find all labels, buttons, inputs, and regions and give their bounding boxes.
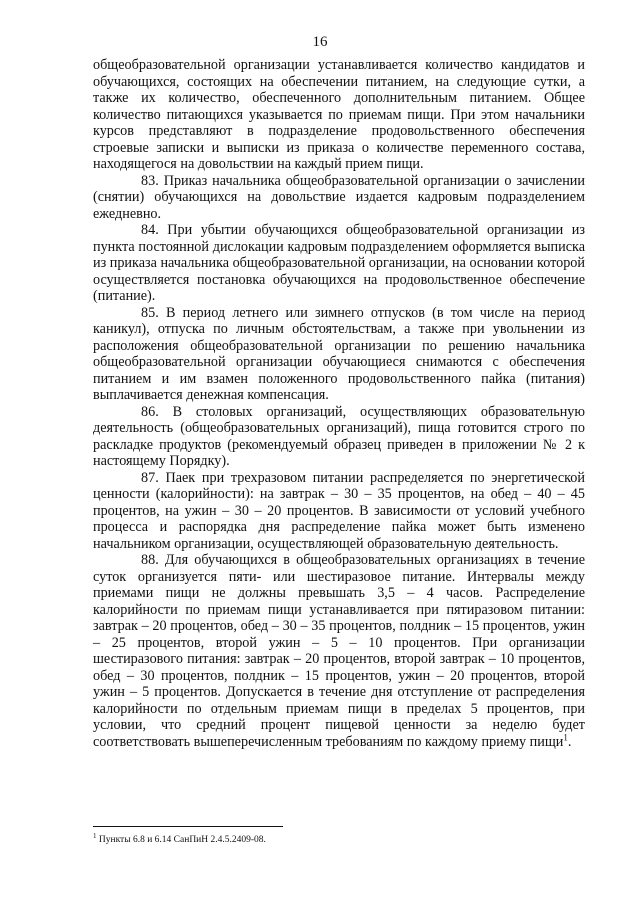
paragraph-85: 85. В период летнего или зимнего отпусков (в том числе на период каникул), отпуска по личным обстоятельствам, а также при увольнении из расположения общеобразовательной организации по решению начальника общеобразовательной организации обучающиеся снимаются с обеспечения питанием и им взамен положенного продовольственного пайка (питания) выплачивается денежная компенсация. <box>93 304 585 403</box>
paragraph-83: 83. Приказ начальника общеобразовательной организации о зачислении (снятии) обучающихся на довольствие издается кадровым подразделением ежедневно. <box>93 172 585 222</box>
footnote-divider <box>93 826 283 827</box>
footnote-mark: 1 <box>93 831 97 840</box>
paragraph-88 <box>93 552 585 750</box>
document-body <box>93 57 585 750</box>
footnote <box>93 831 585 846</box>
footnote-reference: 1 <box>563 731 568 742</box>
paragraph-88-end: . <box>567 733 572 750</box>
page-number: 16 <box>312 34 328 50</box>
footnote-text: Пункты 6.8 и 6.14 СанПиН 2.4.5.2409-08. <box>96 835 266 845</box>
paragraph-continuation: общеобразовательной организации устанавливается количество кандидатов и обучающихся, состоящих на обеспечении питанием, на следующие сутки, а также их количество, обеспеченного дополнительным питанием. Общее количество питающихся указывается по приемам пищи. При этом начальники курсов представляют в подразделение продовольственного обеспечения строевые записки и выписки из приказа о количестве переменного состава, находящегося на довольствии на каждый прием пищи. <box>93 57 585 172</box>
paragraph-88-text: 88. Для обучающихся в общеобразовательных организациях в течение суток организуется пяти- или шестиразовое питание. Интервалы между приемами пищи не должны превышать 3,5 – 4 часов. Распределение калорийности по приемам пищи устанавливается при пятиразовом питании: завтрак – 20 процентов, обед – 30 – 35 процентов, полдник – 15 процентов, ужин – 25 процентов, второй ужин – 5 – 10 процентов. При организации шестиразового питания: завтрак – 20 процентов, второй завтрак – 10 процентов, обед – 30 процентов, полдник – 15 процентов, ужин – 20 процентов, второй ужин – 5 процентов. Допускается в течение дня отступление от распределения калорийности по отдельным приемам пищи в пределах 5 процентов, при условии, что средний процент пищевой ценности за неделю будет соответствовать вышеперечисленным требованиям по каждому приему пищи <box>93 552 585 750</box>
paragraph-86: 86. В столовых организаций, осуществляющих образовательную деятельность (общеобразовательных организаций), пища готовится строго по раскладке продуктов (рекомендуемый образец приведен в приложении № 2 к настоящему Порядку). <box>93 403 585 469</box>
paragraph-84: 84. При убытии обучающихся общеобразовательной организации из пункта постоянной дислокации кадровым подразделением оформляется выписка из приказа начальника общеобразовательной организации, на основании которой осуществляется постановка обучающихся на продовольственное обеспечение (питание). <box>93 222 585 304</box>
paragraph-87: 87. Паек при трехразовом питании распределяется по энергетической ценности (калорийности): на завтрак – 30 – 35 процентов, на обед – 40 – 45 процентов, на ужин – 30 – 20 процентов. В зависимости от условий учебного процесса и распорядка дня распределение пайка может быть изменено начальником организации, осуществляющей образовательную деятельность. <box>93 469 585 552</box>
